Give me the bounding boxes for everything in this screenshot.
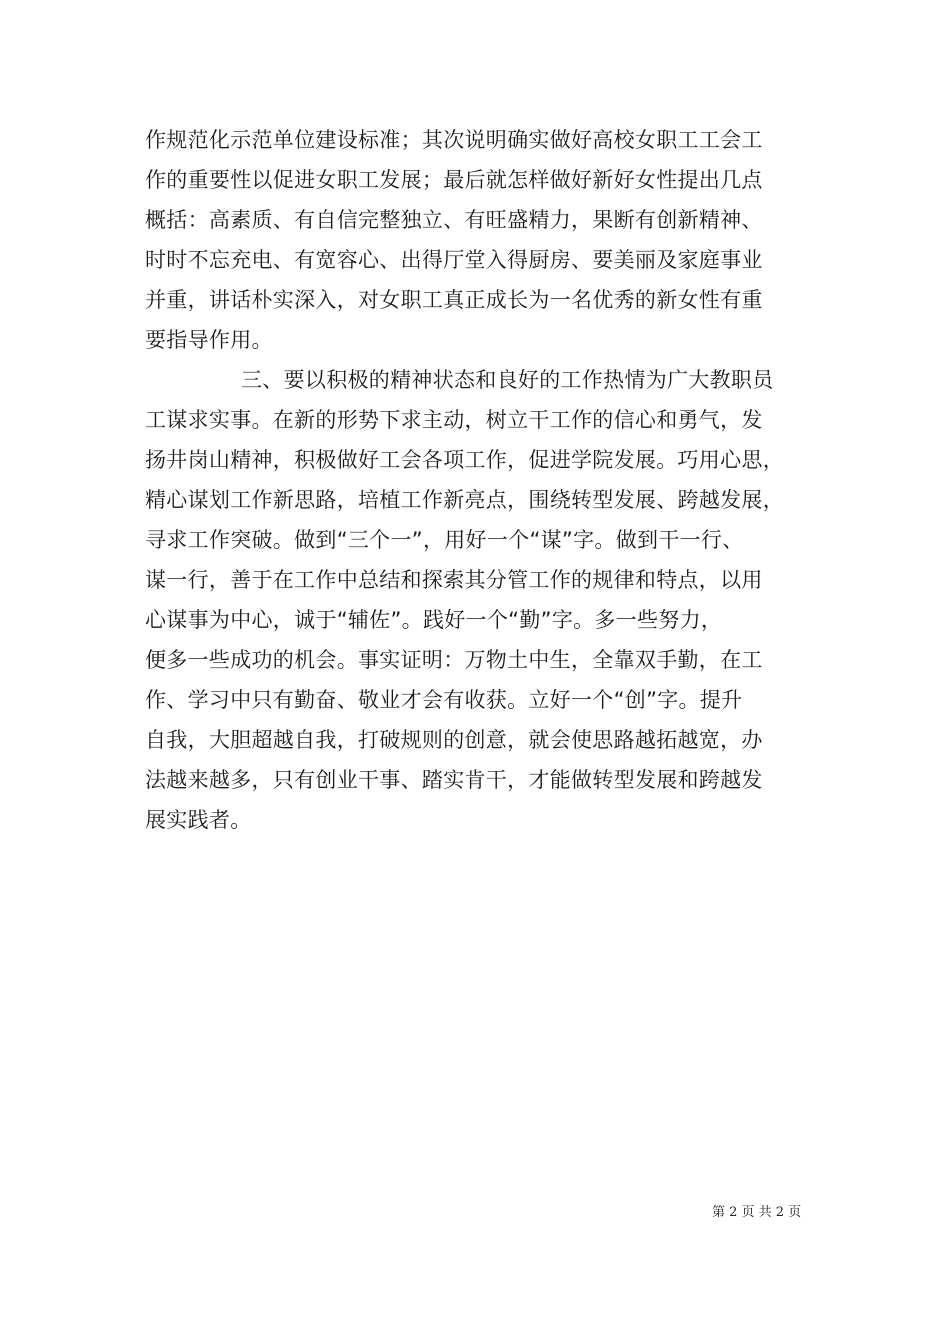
text-line: 便多一些成功的机会。事实证明：万物土中生，全靠双手勤，在工	[145, 648, 763, 672]
text-line: 心谋事为中心，诚于“辅佐”。践好一个“勤”字。多一些努力，	[145, 608, 723, 632]
text-line: 要指导作用。	[145, 328, 273, 352]
text-line: 作、学习中只有勤奋、敬业才会有收获。立好一个“创”字。提升	[145, 688, 743, 712]
text-line: 工谋求实事。在新的形势下求主动，树立干工作的信心和勇气，发	[145, 408, 763, 432]
text-line: 展实践者。	[145, 808, 252, 832]
text-line: 扬井岗山精神，积极做好工会各项工作，促进学院发展。巧用心思，	[145, 448, 784, 472]
text-line: 作规范化示范单位建设标准；其次说明确实做好高校女职工工会工	[145, 128, 763, 152]
text-line: 并重，讲话朴实深入，对女职工真正成长为一名优秀的新女性有重	[145, 288, 763, 312]
text-line: 概括：高素质、有自信完整独立、有旺盛精力，果断有创新精神、	[145, 208, 763, 232]
text-line: 时时不忘充电、有宽容心、出得厅堂入得厨房、要美丽及家庭事业	[145, 248, 763, 272]
section-heading-line: 三、要以积极的精神状态和良好的工作热情为广大教职员	[241, 368, 774, 392]
text-line: 作的重要性以促进女职工发展；最后就怎样做好新好女性提出几点	[145, 168, 763, 192]
page-number-footer: 第 2 页 共 2 页	[712, 1205, 802, 1220]
document-body	[145, 120, 810, 840]
text-line: 自我，大胆超越自我，打破规则的创意，就会使思路越拓越宽，办	[145, 728, 763, 752]
text-line: 精心谋划工作新思路，培植工作新亮点，围绕转型发展、跨越发展，	[145, 488, 784, 512]
text-line: 寻求工作突破。做到“三个一”，用好一个“谋”字。做到干一行、	[145, 528, 744, 552]
text-line: 法越来越多，只有创业干事、踏实肯干，才能做转型发展和跨越发	[145, 768, 763, 792]
text-line: 谋一行，善于在工作中总结和探索其分管工作的规律和特点，以用	[145, 568, 763, 592]
